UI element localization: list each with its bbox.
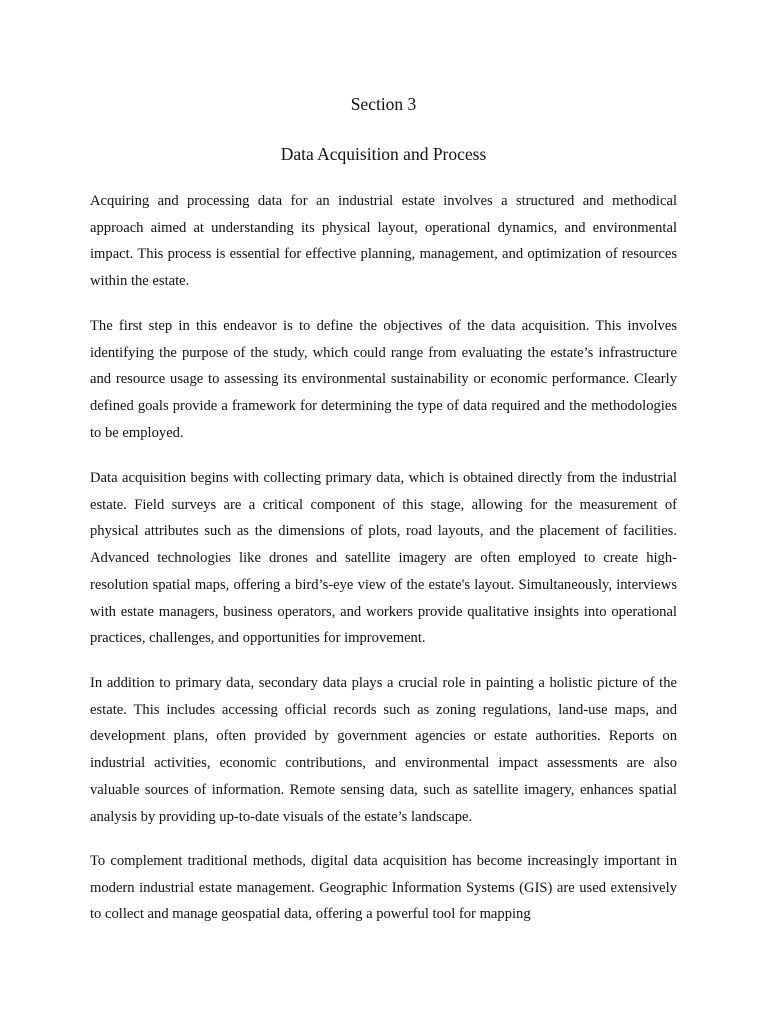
body-paragraph: In addition to primary data, secondary data plays a crucial role in painting a holistic picture of the estate. This includes accessing official records such as zoning regulations, land-use maps, and development plans, often provided by government agencies or estate authorities. Reports on industrial activities, economic contributions, and environmental impact assessments are also valuable sources of information. Remote sensing data, such as satellite imagery, enhances spatial analysis by providing up-to-date visuals of the estate’s landscape. — [90, 675, 677, 825]
section-heading: Section 3 — [350, 94, 417, 114]
body-paragraph: The first step in this endeavor is to define the objectives of the data acquisition. This involves identifying the purpose of the study, which could range from evaluating the estate’s infrastructure and resource usage to assessing its environmental sustainability or economic performance. Clearly defined goals provide a framework for determining the type of data required and the methodologies to be employed. — [90, 318, 677, 441]
body-paragraph: Data acquisition begins with collecting primary data, which is obtained directly from the industrial estate. Field surveys are a critical component of this stage, allowing for the measurement of physical attributes such as the dimensions of plots, road layouts, and the placement of facilities. Advanced technologies like drones and satellite imagery are often employed to create high-resolution spatial maps, offering a bird’s-eye view of the estate's layout. Simultaneously, interviews with estate managers, business operators, and workers provide qualitative insights into operational practices, challenges, and opportunities for improvement. — [90, 470, 677, 647]
body-paragraph: Acquiring and processing data for an industrial estate involves a structured and methodical approach aimed at understanding its physical layout, operational dynamics, and environmental impact. This process is essential for effective planning, management, and optimization of resources within the estate. — [90, 193, 677, 290]
body-paragraph: To complement traditional methods, digital data acquisition has become increasingly important in modern industrial estate management. Geographic Information Systems (GIS) are used extensively to collect and manage geospatial data, offering a powerful tool for mapping — [90, 853, 677, 923]
document-title: Data Acquisition and Process — [280, 144, 487, 164]
